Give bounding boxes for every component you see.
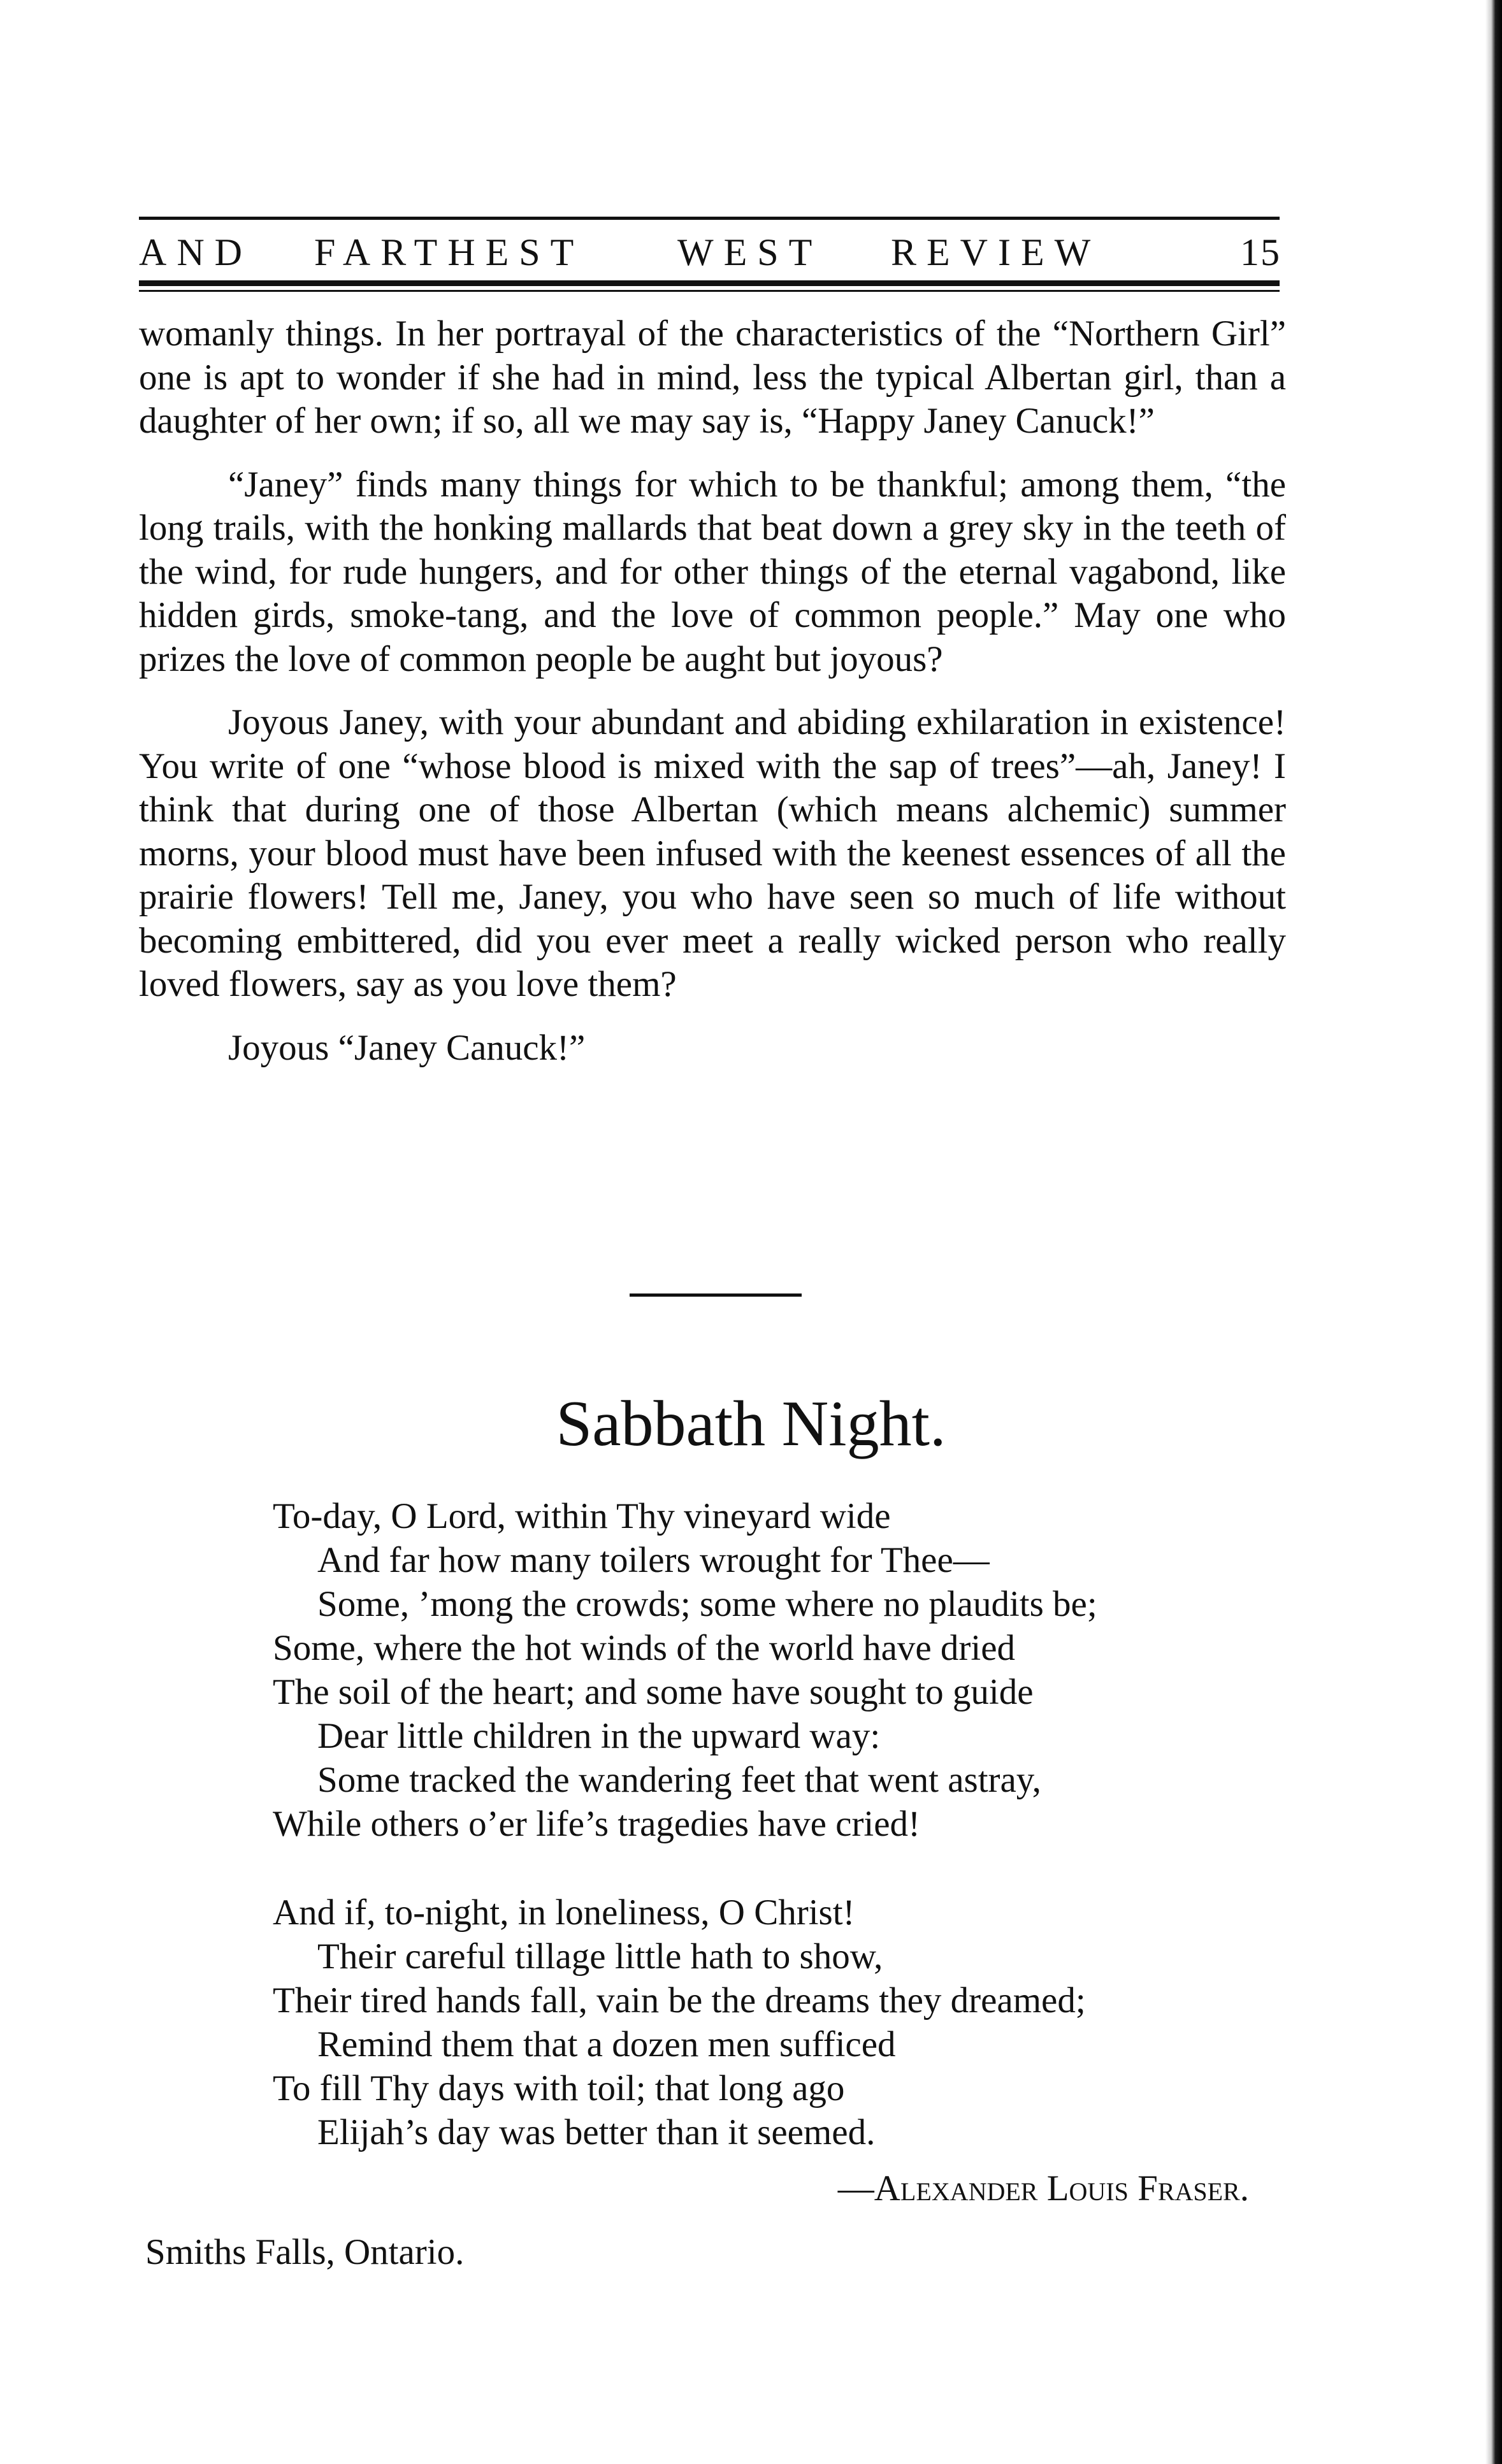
poem-line: Some tracked the wandering feet that went astray, — [317, 1760, 1041, 1800]
article-body — [139, 312, 1286, 1090]
page-number: 15 — [1240, 231, 1281, 273]
poem-line: Dear little children in the upward way: — [317, 1716, 881, 1756]
poem-stanza-1 — [273, 1494, 1292, 1846]
poem-line: Their tired hands fall, vain be the dreams they dreamed; — [273, 1980, 1086, 2021]
running-head-word-west: WEST — [677, 231, 823, 273]
paragraph-2: “Janey” finds many things for which to be thankful; among them, “the long trails, with the honking mallards that beat down a grey sky in the teeth of the wind, for rude hungers, and for other things of the eternal vagabond, like hidden girds, smoke-tang, and the love of common people.” May one who prizes the love of common people be aught but joyous? — [139, 464, 1286, 679]
header-top-rule — [139, 217, 1280, 220]
poem-line: To-day, O Lord, within Thy vineyard wide — [273, 1496, 891, 1536]
poem-line: Their careful tillage little hath to show, — [317, 1936, 883, 1977]
running-head-word-farthest: FARTHEST — [314, 231, 584, 273]
poem-line: Elijah’s day was better than it seemed. — [317, 2112, 876, 2152]
poem-line: The soil of the heart; and some have sought to guide — [273, 1672, 1034, 1712]
header-rule-thin — [139, 290, 1280, 292]
running-head — [139, 227, 1280, 278]
section-divider — [630, 1293, 802, 1297]
poem-location: Smiths Falls, Ontario. — [145, 2232, 465, 2272]
paragraph-1: womanly things. In her portrayal of the characteristics of the “Northern Girl” one is apt to wonder if she had in mind, less the typical Albertan girl, than a daughter of her own; if so, all we may say is, “Happy Janey Canuck!” — [139, 313, 1286, 441]
header-rule-thick — [139, 280, 1280, 286]
poem-title: Sabbath Night. — [556, 1388, 946, 1460]
paragraph-closing: Joyous “Janey Canuck!” — [228, 1027, 586, 1068]
poem-line: Some, ’mong the crowds; some where no plaudits be; — [317, 1584, 1097, 1624]
poem-author: —Alexander Louis Fraser. — [837, 2168, 1249, 2208]
paragraph-3: Joyous Janey, with your abundant and abiding exhilaration in existence! You write of one “whose blood is mixed with the sap of trees”—ah, Janey! I think that during one of those Albertan (which means alchemic) summer morns, your blood must have been infused with the keenest essences of all the prairie flowers! Tell me, Janey, you who have seen so much of life without becoming embittered, did you ever meet a really wicked person who really loved flowers, say as you love them? — [139, 702, 1286, 1004]
poem-line: And if, to-night, in loneliness, O Christ! — [273, 1892, 855, 1933]
poem-line: Remind them that a dozen men sufficed — [317, 2024, 896, 2064]
poem-line: To fill Thy days with toil; that long ago — [273, 2068, 845, 2108]
poem — [273, 1494, 1292, 2199]
page-edge-shadow — [1485, 0, 1502, 2464]
poem-stanza-2 — [273, 1891, 1292, 2154]
poem-line: While others o’er life’s tragedies have cried! — [273, 1804, 921, 1844]
running-head-word-review: REVIEW — [891, 231, 1101, 273]
poem-line: And far how many toilers wrought for Thee— — [317, 1540, 990, 1580]
running-head-word-and: AND — [139, 231, 252, 273]
poem-line: Some, where the hot winds of the world have dried — [273, 1628, 1016, 1668]
